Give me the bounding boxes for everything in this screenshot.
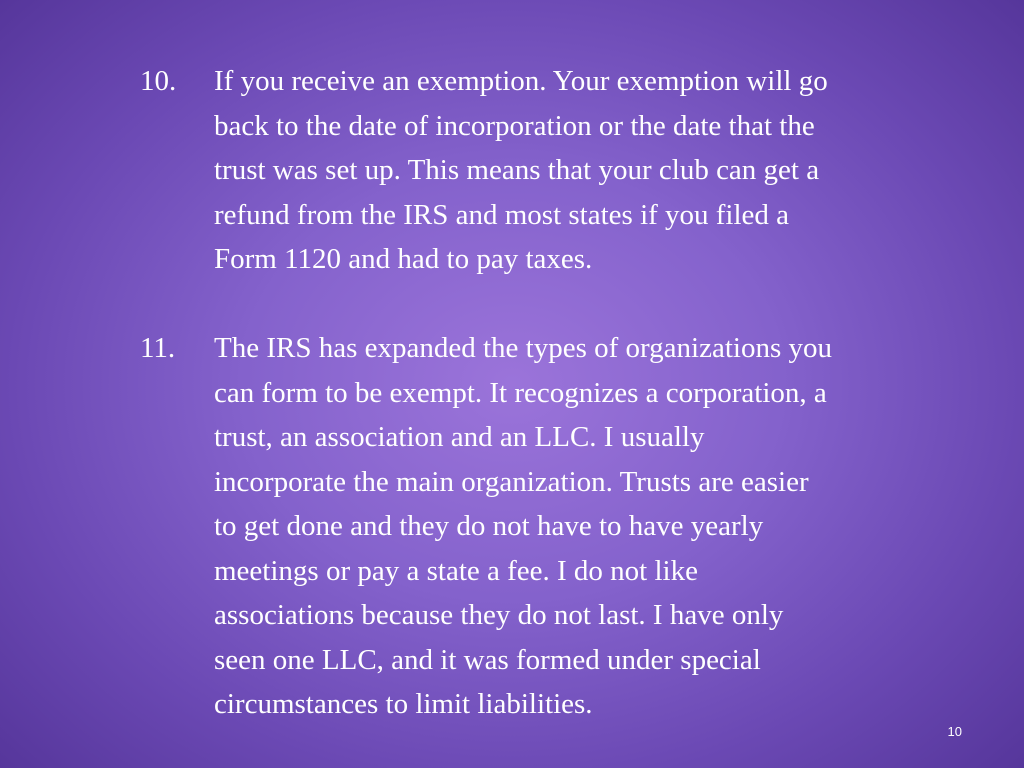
numbered-item-11 <box>140 326 1020 727</box>
item-number: 10. <box>140 65 177 97</box>
item-text: If you receive an exemption. Your exemption will go back to the date of incorporation or the date that the trust was set up. This means that your club can get a refund from the IRS and most states if you filed a Form 1120 and had to pay taxes. <box>214 65 828 275</box>
item-text: The IRS has expanded the types of organizations you can form to be exempt. It recognizes a corporation, a trust, an association and an LLC. I usually incorporate the main organization. Trusts are easier to get done and they do not have to have yearly meetings or pay a state a fee. I do not like associations because they do not last. I have only seen one LLC, and it was formed under special circumstances to limit liabilities. <box>214 332 832 720</box>
slide-number: 10 <box>947 724 962 739</box>
numbered-item-10 <box>140 59 1020 282</box>
item-number: 11. <box>140 332 176 364</box>
